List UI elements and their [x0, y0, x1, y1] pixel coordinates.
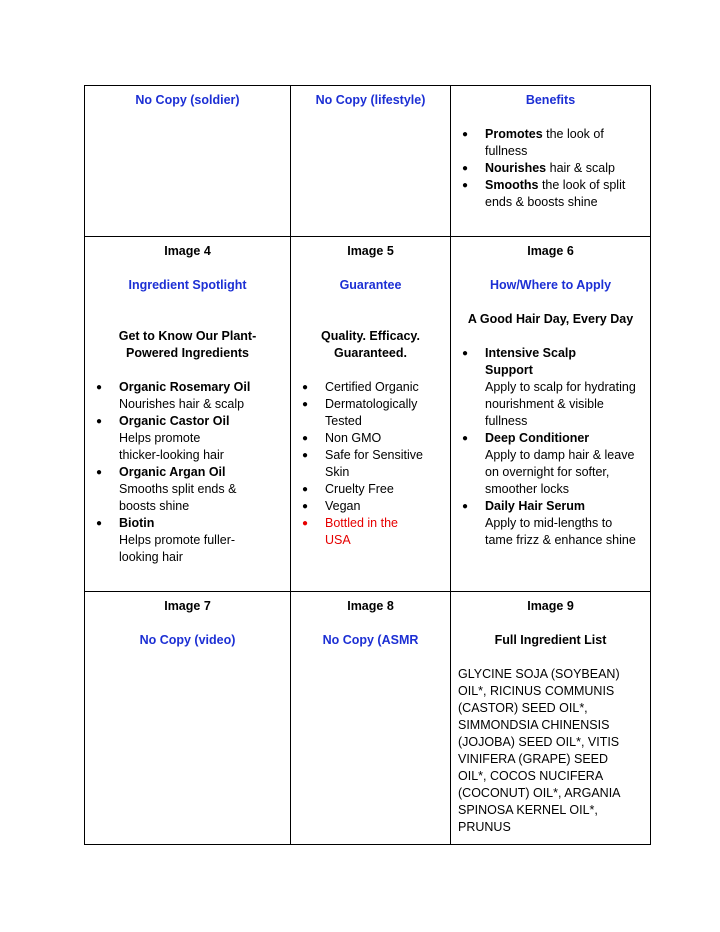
table-cell: [85, 592, 291, 845]
item-bold: ● Biotin: [119, 516, 155, 530]
cell-title: Ingredient Spotlight: [128, 278, 247, 292]
table-cell: [451, 86, 651, 237]
cell-title: Guarantee: [339, 278, 402, 292]
item-text: the look of fullness: [485, 127, 604, 158]
item-bold: ● Daily Hair Serum: [485, 499, 586, 513]
cell-title: No Copy (soldier): [135, 93, 240, 107]
benefits-list: [458, 126, 643, 211]
item-bold: ● Organic Argan Oil: [119, 465, 226, 479]
image-label: Image 5: [347, 244, 394, 258]
list-item: [458, 430, 643, 498]
item-text: Helps promote thicker-looking hair: [119, 431, 224, 462]
list-item: [92, 515, 283, 566]
list-item: [92, 413, 283, 464]
content-table: [84, 85, 651, 845]
cell-title: How/Where to Apply: [489, 278, 612, 292]
ingredient-list-text: GLYCINE SOJA (SOYBEAN) OIL*, RICINUS COMMUNIS (CASTOR) SEED OIL*, SIMMONDSIA CHINENSIS (JOJOBA) SEED OIL*, VITIS VINIFERA (GRAPE) SEED OIL*, COCOS NUCIFERA (COCONUT) OIL*, ARGANIA SPINOSA KERNEL OIL*, PRUNUS: [458, 667, 620, 834]
item-bold: ● Organic Rosemary Oil: [119, 380, 251, 394]
list-item: [92, 464, 283, 515]
table-row: [85, 86, 651, 237]
list-item-highlight: ● Bottled in the USA: [298, 515, 443, 549]
item-text: hair & scalp: [546, 161, 615, 175]
list-item: ● Cruelty Free: [298, 481, 443, 498]
item-bold: Nourishes: [485, 161, 547, 175]
image-label: Image 9: [527, 599, 574, 613]
cell-title: No Copy (ASMR: [322, 633, 419, 647]
list-item: ● Dermatologically Tested: [298, 396, 443, 430]
list-item: ● Safe for Sensitive Skin: [298, 447, 443, 481]
item-text: Apply to damp hair & leave on overnight for softer, smoother locks: [485, 448, 635, 496]
cell-title: No Copy (lifestyle): [315, 93, 426, 107]
item-bold: Promotes: [485, 127, 543, 141]
list-item: [92, 379, 283, 413]
table-cell: [291, 86, 451, 237]
table-cell: [85, 237, 291, 592]
table-cell: [451, 592, 651, 845]
table-cell: [85, 86, 291, 237]
item-text: Apply to mid-lengths to tame frizz & enhance shine: [485, 516, 636, 547]
item-text: the look of split ends & boosts shine: [485, 178, 626, 209]
guarantee-list: [298, 379, 443, 549]
item-text: Apply to scalp for hydrating nourishment & visible fullness: [485, 380, 636, 428]
item-text: Nourishes hair & scalp: [119, 397, 245, 411]
item-text: Smooths split ends & boosts shine: [119, 482, 237, 513]
table-cell: [451, 237, 651, 592]
apply-list: [458, 345, 643, 549]
cell-heading: Quality. Efficacy. Guaranteed.: [321, 329, 420, 360]
cell-heading: A Good Hair Day, Every Day: [467, 312, 634, 326]
list-item: ● Certified Organic: [298, 379, 443, 396]
item-bold: ● Organic Castor Oil: [119, 414, 230, 428]
list-item: [458, 177, 643, 211]
table-row: [85, 592, 651, 845]
table-cell: [291, 592, 451, 845]
table-row: [85, 237, 651, 592]
item-bold: Smooths: [485, 178, 539, 192]
cell-title: No Copy (video): [139, 633, 236, 647]
list-item: [458, 160, 643, 177]
image-label: Image 7: [164, 599, 211, 613]
list-item: ● Vegan: [298, 498, 443, 515]
item-text: Helps promote fuller-looking hair: [119, 533, 236, 564]
cell-heading: Get to Know Our Plant-Powered Ingredients: [118, 329, 257, 360]
item-bold: ● Deep Conditioner: [485, 431, 590, 445]
cell-title: Benefits: [525, 93, 576, 107]
table-cell: [291, 237, 451, 592]
list-item: [458, 498, 643, 549]
cell-heading: Full Ingredient List: [494, 633, 607, 647]
image-label: Image 4: [164, 244, 211, 258]
ingredients-list: [92, 379, 283, 566]
image-label: Image 8: [347, 599, 394, 613]
list-item: ● Non GMO: [298, 430, 443, 447]
item-bold: ● Intensive Scalp Support: [485, 346, 577, 377]
list-item: [458, 345, 643, 430]
image-label: Image 6: [527, 244, 574, 258]
list-item: [458, 126, 643, 160]
